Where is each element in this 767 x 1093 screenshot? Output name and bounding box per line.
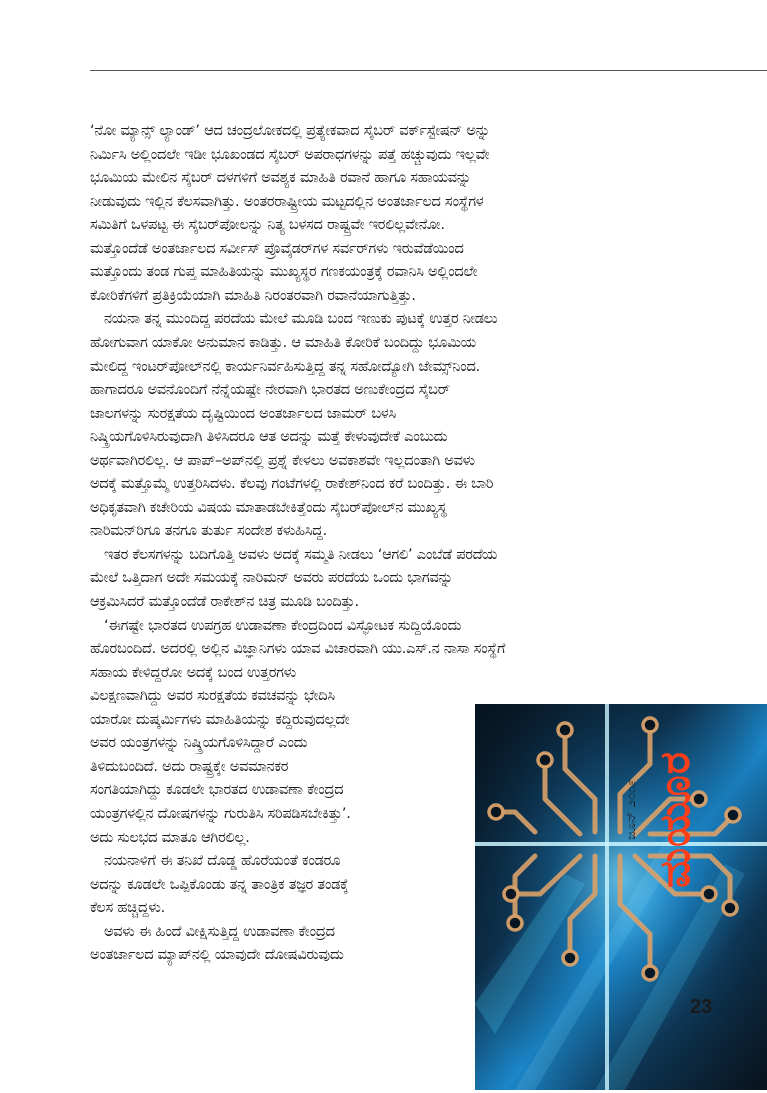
article-line: ಜಾಲಗಳನ್ನು ಸುರಕ್ಷತೆಯ ದೃಷ್ಟಿಯಿಂದ ಅಂತರ್ಜಾಲದ ಜಾಮರ್ ಬಳಸಿ [90, 405, 396, 422]
circuit-traces-illustration [475, 704, 767, 1090]
magazine-title: ಮಯೂರ [650, 751, 699, 888]
circuit-art-panel [475, 704, 767, 1090]
article-line: ತಿಳಿದುಬಂದಿದೆ. ಅದು ರಾಷ್ಟ್ರಕ್ಕೇ ಅವಮಾನಕರ [90, 758, 289, 775]
article-line: ನೀಡುವುದು ಇಲ್ಲಿನ ಕೆಲಸವಾಗಿತ್ತು. ಅಂತರರಾಷ್ಟ್ರೀಯ ಮಟ್ಟದಲ್ಲಿನ ಅಂತರ್ಜಾಲದ ಸಂಸ್ಥೆಗಳ [90, 193, 484, 210]
article-line: ‘ಈಗಷ್ಟೇ ಭಾರತದ ಉಪಗ್ರಹ ಉಡಾವಣಾ ಕೇಂದ್ರದಿಂದ ವಿಸ್ಫೋಟಕ ಸುದ್ದಿಯೊಂದು [104, 617, 462, 634]
article-line: ಯಂತ್ರಗಳಲ್ಲಿನ ದೋಷಗಳನ್ನು ಗುರುತಿಸಿ ಸರಿಪಡಿಸಬೇಕಿತ್ತು’. [90, 805, 351, 822]
article-line: ಮತ್ತೊಂದೆಡೆ ಅಂತರ್ಜಾಲದ ಸರ್ವೀಸ್ ಪ್ರೊವೈಡರ್‌ಗಳ ಸರ್ವರ್‌ಗಳು ಇರುವೆಡೆಯಿಂದ [90, 240, 464, 257]
article-line: ಅವರ ಯಂತ್ರಗಳನ್ನು ನಿಷ್ಕ್ರಿಯಗೊಳಿಸಿದ್ದಾರೆ ಎಂದು [90, 735, 308, 752]
page-number: 23 [690, 996, 713, 1018]
article-line: ಅದು ಸುಲಭದ ಮಾತೂ ಆಗಿರಲಿಲ್ಲ. [90, 829, 250, 846]
article-line: ಸಹಾಯ ಕೇಳಿದ್ದರೋ ಅದಕ್ಕೆ ಬಂದ ಉತ್ತರಗಳು [90, 664, 296, 681]
article-line: ಇತರ ಕೆಲಸಗಳನ್ನು ಬದಿಗೊತ್ತಿ ಅವಳು ಅದಕ್ಕೆ ಸಮ್ಮತಿ ನೀಡಲು ‘ಆಗಲಿ’ ಎಂಬೆಡೆ ಪರದೆಯ [104, 546, 498, 563]
article-line: ಮೇಲೆ ಒತ್ತಿದಾಗ ಅದೇ ಸಮಯಕ್ಕೆ ನಾರಿಮನ್ ಅವರು ಪರದೆಯ ಒಂದು ಭಾಗವನ್ನು [90, 570, 453, 587]
article-line: ಅರ್ಥವಾಗಿರಲಿಲ್ಲ. ಆ ಪಾಪ್–ಅಪ್‌ನಲ್ಲಿ ಪ್ರಶ್ನೆ ಕೇಳಲು ಅವಕಾಶವೇ ಇಲ್ಲದಂತಾಗಿ ಅವಳು [90, 452, 475, 469]
article-line: ‘ನೋ ಮ್ಯಾನ್ಸ್ ಲ್ಯಾಂಡ್’ ಆದ ಚಂದ್ರಲೋಕದಲ್ಲಿ ಪ್ರತ್ಯೇಕವಾದ ಸೈಬರ್ ವರ್ಕ್‌ಸ್ಟೇಷನ್ ಅನ್ನು [90, 123, 490, 139]
article-line: ಆಕ್ರಮಿಸಿದರೆ ಮತ್ತೊಂದೆಡೆ ರಾಕೇಶ್‌ನ ಚಿತ್ರ ಮೂಡಿ ಬಂದಿತ್ತು. [90, 594, 359, 610]
article-line: ಅಂತರ್ಜಾಲದ ಮ್ಯಾಪ್‌ನಲ್ಲಿ ಯಾವುದೇ ದೋಷವಿರುವುದು [90, 947, 344, 964]
article-line: ಮೇಲಿದ್ದ ಇಂಟರ್‌ಪೋಲ್‌ನಲ್ಲಿ ಕಾರ್ಯನಿರ್ವಹಿಸುತ್ತಿದ್ದ ತನ್ನ ಸಹೋದ್ಯೋಗಿ ಜೇಮ್ಸ್‌ನಿಂದ. [90, 358, 480, 375]
article-line: ಸಂಗತಿಯಾಗಿದ್ದು ಕೂಡಲೇ ಭಾರತದ ಉಡಾವಣಾ ಕೇಂದ್ರದ [90, 782, 344, 799]
article-line: ನಿರ್ಮಿಸಿ ಅಲ್ಲಿಂದಲೇ ಇಡೀ ಭೂಖಂಡದ ಸೈಬರ್ ಅಪರಾಧಗಳನ್ನು ಪತ್ತೆ ಹಚ್ಚುವುದು ಇಲ್ಲವೇ [90, 146, 490, 163]
article-line: ಕೋರಿಕೆಗಳಿಗೆ ಪ್ರತಿಕ್ರಿಯೆಯಾಗಿ ಮಾಹಿತಿ ನಿರಂತರವಾಗಿ ರವಾನೆಯಾಗುತ್ತಿತ್ತು. [90, 287, 416, 304]
article-line: ಮತ್ತೊಂದು ತಂಡ ಗುಪ್ತ ಮಾಹಿತಿಯನ್ನು ಮುಖ್ಯಸ್ಥರ ಗಣಕಯಂತ್ರಕ್ಕೆ ರವಾನಿಸಿ ಅಲ್ಲಿಂದಲೇ [90, 264, 478, 281]
article-line: ಹಾಗಾದರೂ ಅವನೊಂದಿಗೆ ನೆನ್ನೆಯಷ್ಟೇ ನೇರವಾಗಿ ಭಾರತದ ಅಣುಕೇಂದ್ರದ ಸೈಬರ್ [90, 382, 450, 399]
article-line: ನಿಷ್ಕ್ರಿಯಗೊಳಿಸಿರುವುದಾಗಿ ತಿಳಿಸಿದರೂ ಆತ ಅದನ್ನು ಮತ್ತೆ ಕೇಳುವುದೇಕೆ ಎಂಬುದು [90, 429, 448, 446]
top-rule [90, 70, 767, 71]
article-line: ಹೊರಬಂದಿದೆ. ಅದರಲ್ಲಿ ಅಲ್ಲಿನ ವಿಜ್ಞಾನಿಗಳು ಯಾವ ವಿಚಾರವಾಗಿ ಯು.ಎಸ್.ನ ನಾಸಾ ಸಂಸ್ಥೆಗೆ [90, 641, 506, 658]
article-line: ಕೆಲಸ ಹಚ್ಚಿದ್ದಳು. [90, 900, 165, 917]
article-line: ನಯನಾ ತನ್ನ ಮುಂದಿದ್ದ ಪರದೆಯ ಮೇಲೆ ಮೂಡಿ ಬಂದ ಇಣುಕು ಪುಟಕ್ಕೆ ಉತ್ತರ ನೀಡಲು [104, 311, 498, 328]
article-line: ವಿಲಕ್ಷಣವಾಗಿದ್ದು ಅವರ ಸುರಕ್ಷತೆಯ ಕವಚವನ್ನು ಭೇದಿಸಿ [90, 688, 335, 705]
article-line: ಅವಳು ಈ ಹಿಂದೆ ವೀಕ್ಷಿಸುತ್ತಿದ್ದ ಉಡಾವಣಾ ಕೇಂದ್ರದ [104, 923, 335, 940]
issue-date-label: ಜೂನ್ ೨೦೧೯ [624, 778, 639, 840]
article-line: ನಯನಾಳಿಗೆ ಈ ತನಿಖೆ ದೊಡ್ಡ ಹೊರೆಯಂತೆ ಕಂಡರೂ [104, 853, 341, 870]
article-line: ಭೂಮಿಯ ಮೇಲಿನ ಸೈಬರ್ ದಳಗಳಿಗೆ ಅವಶ್ಯಕ ಮಾಹಿತಿ ರವಾನೆ ಹಾಗೂ ಸಹಾಯವನ್ನು [90, 170, 472, 187]
article-line: ನಾರಿಮನ್‌ರಿಗೂ ತನಗೂ ತುರ್ತು ಸಂದೇಶ ಕಳುಹಿಸಿದ್ದ. [90, 523, 328, 540]
article-line: ಅದಕ್ಕೆ ಮತ್ತೊಮ್ಮೆ ಉತ್ತರಿಸಿದಳು. ಕೆಲವು ಗಂಟೆಗಳಲ್ಲಿ ರಾಕೇಶ್‌ನಿಂದ ಕರೆ ಬಂದಿತ್ತು. ಈ ಬಾರಿ [90, 476, 494, 493]
article-line: ಸಮಿತಿಗೆ ಒಳಪಟ್ಟ ಈ ಸೈಬರ್‌ಪೋಲನ್ನು ನಿತ್ಯ ಬಳಸದ ರಾಷ್ಟ್ರವೇ ಇರಲಿಲ್ಲವೇನೋ. [90, 217, 445, 234]
article-line: ಹೋಗುವಾಗ ಯಾಕೋ ಅನುಮಾನ ಕಾಡಿತ್ತು. ಆ ಮಾಹಿತಿ ಕೋರಿಕೆ ಬಂದಿದ್ದು ಭೂಮಿಯ [90, 334, 476, 351]
article-line: ಅದನ್ನು ಕೂಡಲೇ ಒಪ್ಪಿಕೊಂಡು ತನ್ನ ತಾಂತ್ರಿಕ ತಜ್ಞರ ತಂಡಕ್ಕೆ [90, 876, 349, 893]
article-line: ಅಧಿಕೃತವಾಗಿ ಕಚೇರಿಯ ವಿಷಯ ಮಾತಾಡಬೇಕಿತ್ತೆಂದು ಸೈಬರ್‌ಪೋಲ್‌ನ ಮುಖ್ಯಸ್ಥ [90, 499, 447, 516]
article-line: ಯಾರೋ ದುಷ್ಕರ್ಮಿಗಳು ಮಾಹಿತಿಯನ್ನು ಕದ್ದಿರುವುದಲ್ಲದೇ [90, 711, 350, 728]
